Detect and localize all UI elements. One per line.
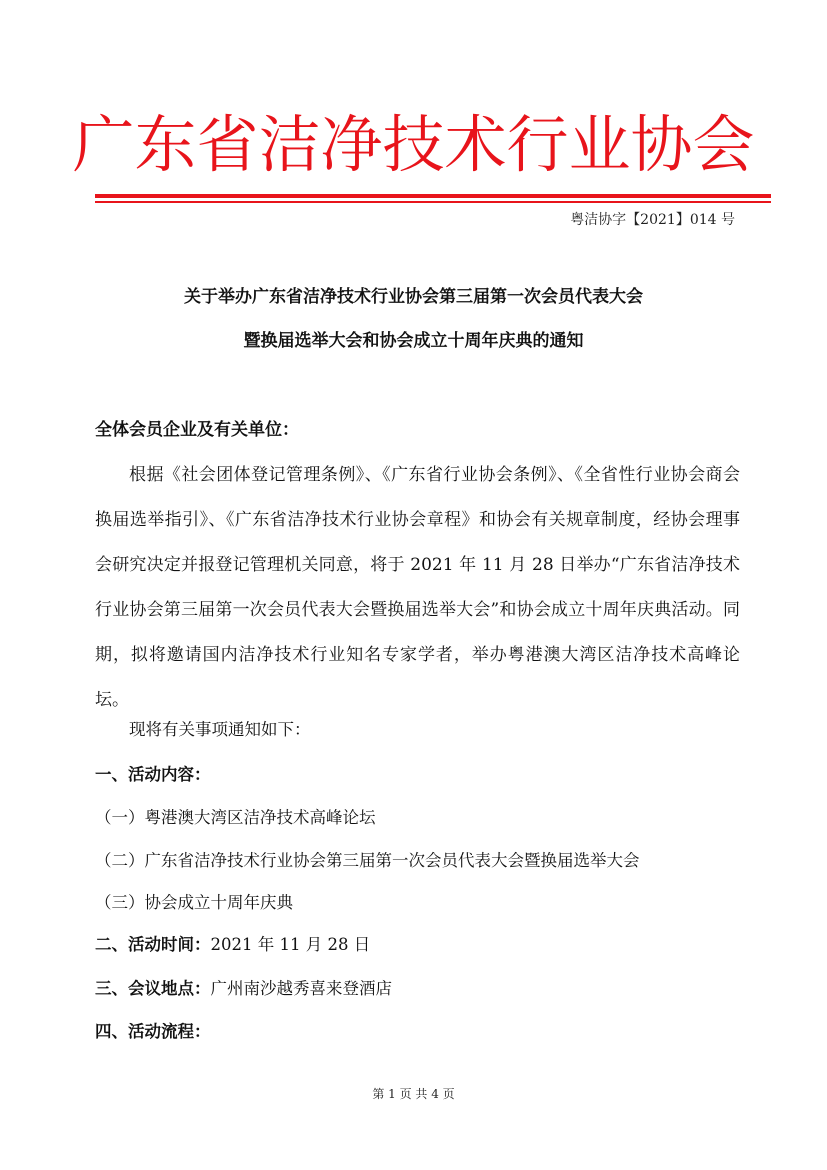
header-red-rule-thick [95, 194, 771, 198]
section-2-value: 2021 年 11 月 28 日 [210, 935, 371, 954]
document-number: 粤洁协字【2021】014 号 [570, 212, 735, 228]
section-1-item-2: （二）广东省洁净技术行业协会第三届第一次会员代表大会暨换届选举大会 [95, 851, 640, 870]
section-2 [95, 930, 740, 960]
body-paragraph-2: 现将有关事项通知如下： [129, 720, 311, 739]
notice-title-line-1: 关于举办广东省洁净技术行业协会第三届第一次会员代表大会 [184, 287, 643, 307]
section-1-item-1: （一）粤港澳大湾区洁净技术高峰论坛 [95, 808, 376, 827]
section-2-heading: 二、活动时间： [95, 935, 211, 954]
header-red-rule-thin [95, 201, 771, 203]
salutation: 全体会员企业及有关单位： [95, 420, 299, 440]
section-1-item-3: （三）协会成立十周年庆典 [95, 893, 293, 912]
page-footer: 第 1 页 共 4 页 [372, 1087, 455, 1101]
section-1-heading: 一、活动内容： [95, 765, 211, 784]
section-3 [95, 974, 740, 1004]
section-3-heading: 三、会议地点： [95, 979, 211, 998]
notice-title-line-2: 暨换届选举大会和协会成立十周年庆典的通知 [243, 331, 584, 351]
org-title: 广东省洁净技术行业协会 [72, 108, 755, 181]
section-3-value: 广州南沙越秀喜来登酒店 [210, 979, 392, 998]
section-4-heading: 四、活动流程： [95, 1022, 211, 1041]
body-paragraph-1: 根据《社会团体登记管理条例》、《广东省行业协会条例》、《全省性行业协会商会换届选举指引》、《广东省洁净技术行业协会章程》和协会有关规章制度，经协会理事会研究决定并报登记管理机关同意，将于 2021 年 11 月 28 日举办“广东省洁净技术行业协会第三届第一次会员代表大会暨换届选举大会”和协会成立十周年庆典活动。同期，拟将邀请国内洁净技术行业知名专家学者，举办粤港澳大湾区洁净技术高峰论坛。 [95, 465, 740, 710]
